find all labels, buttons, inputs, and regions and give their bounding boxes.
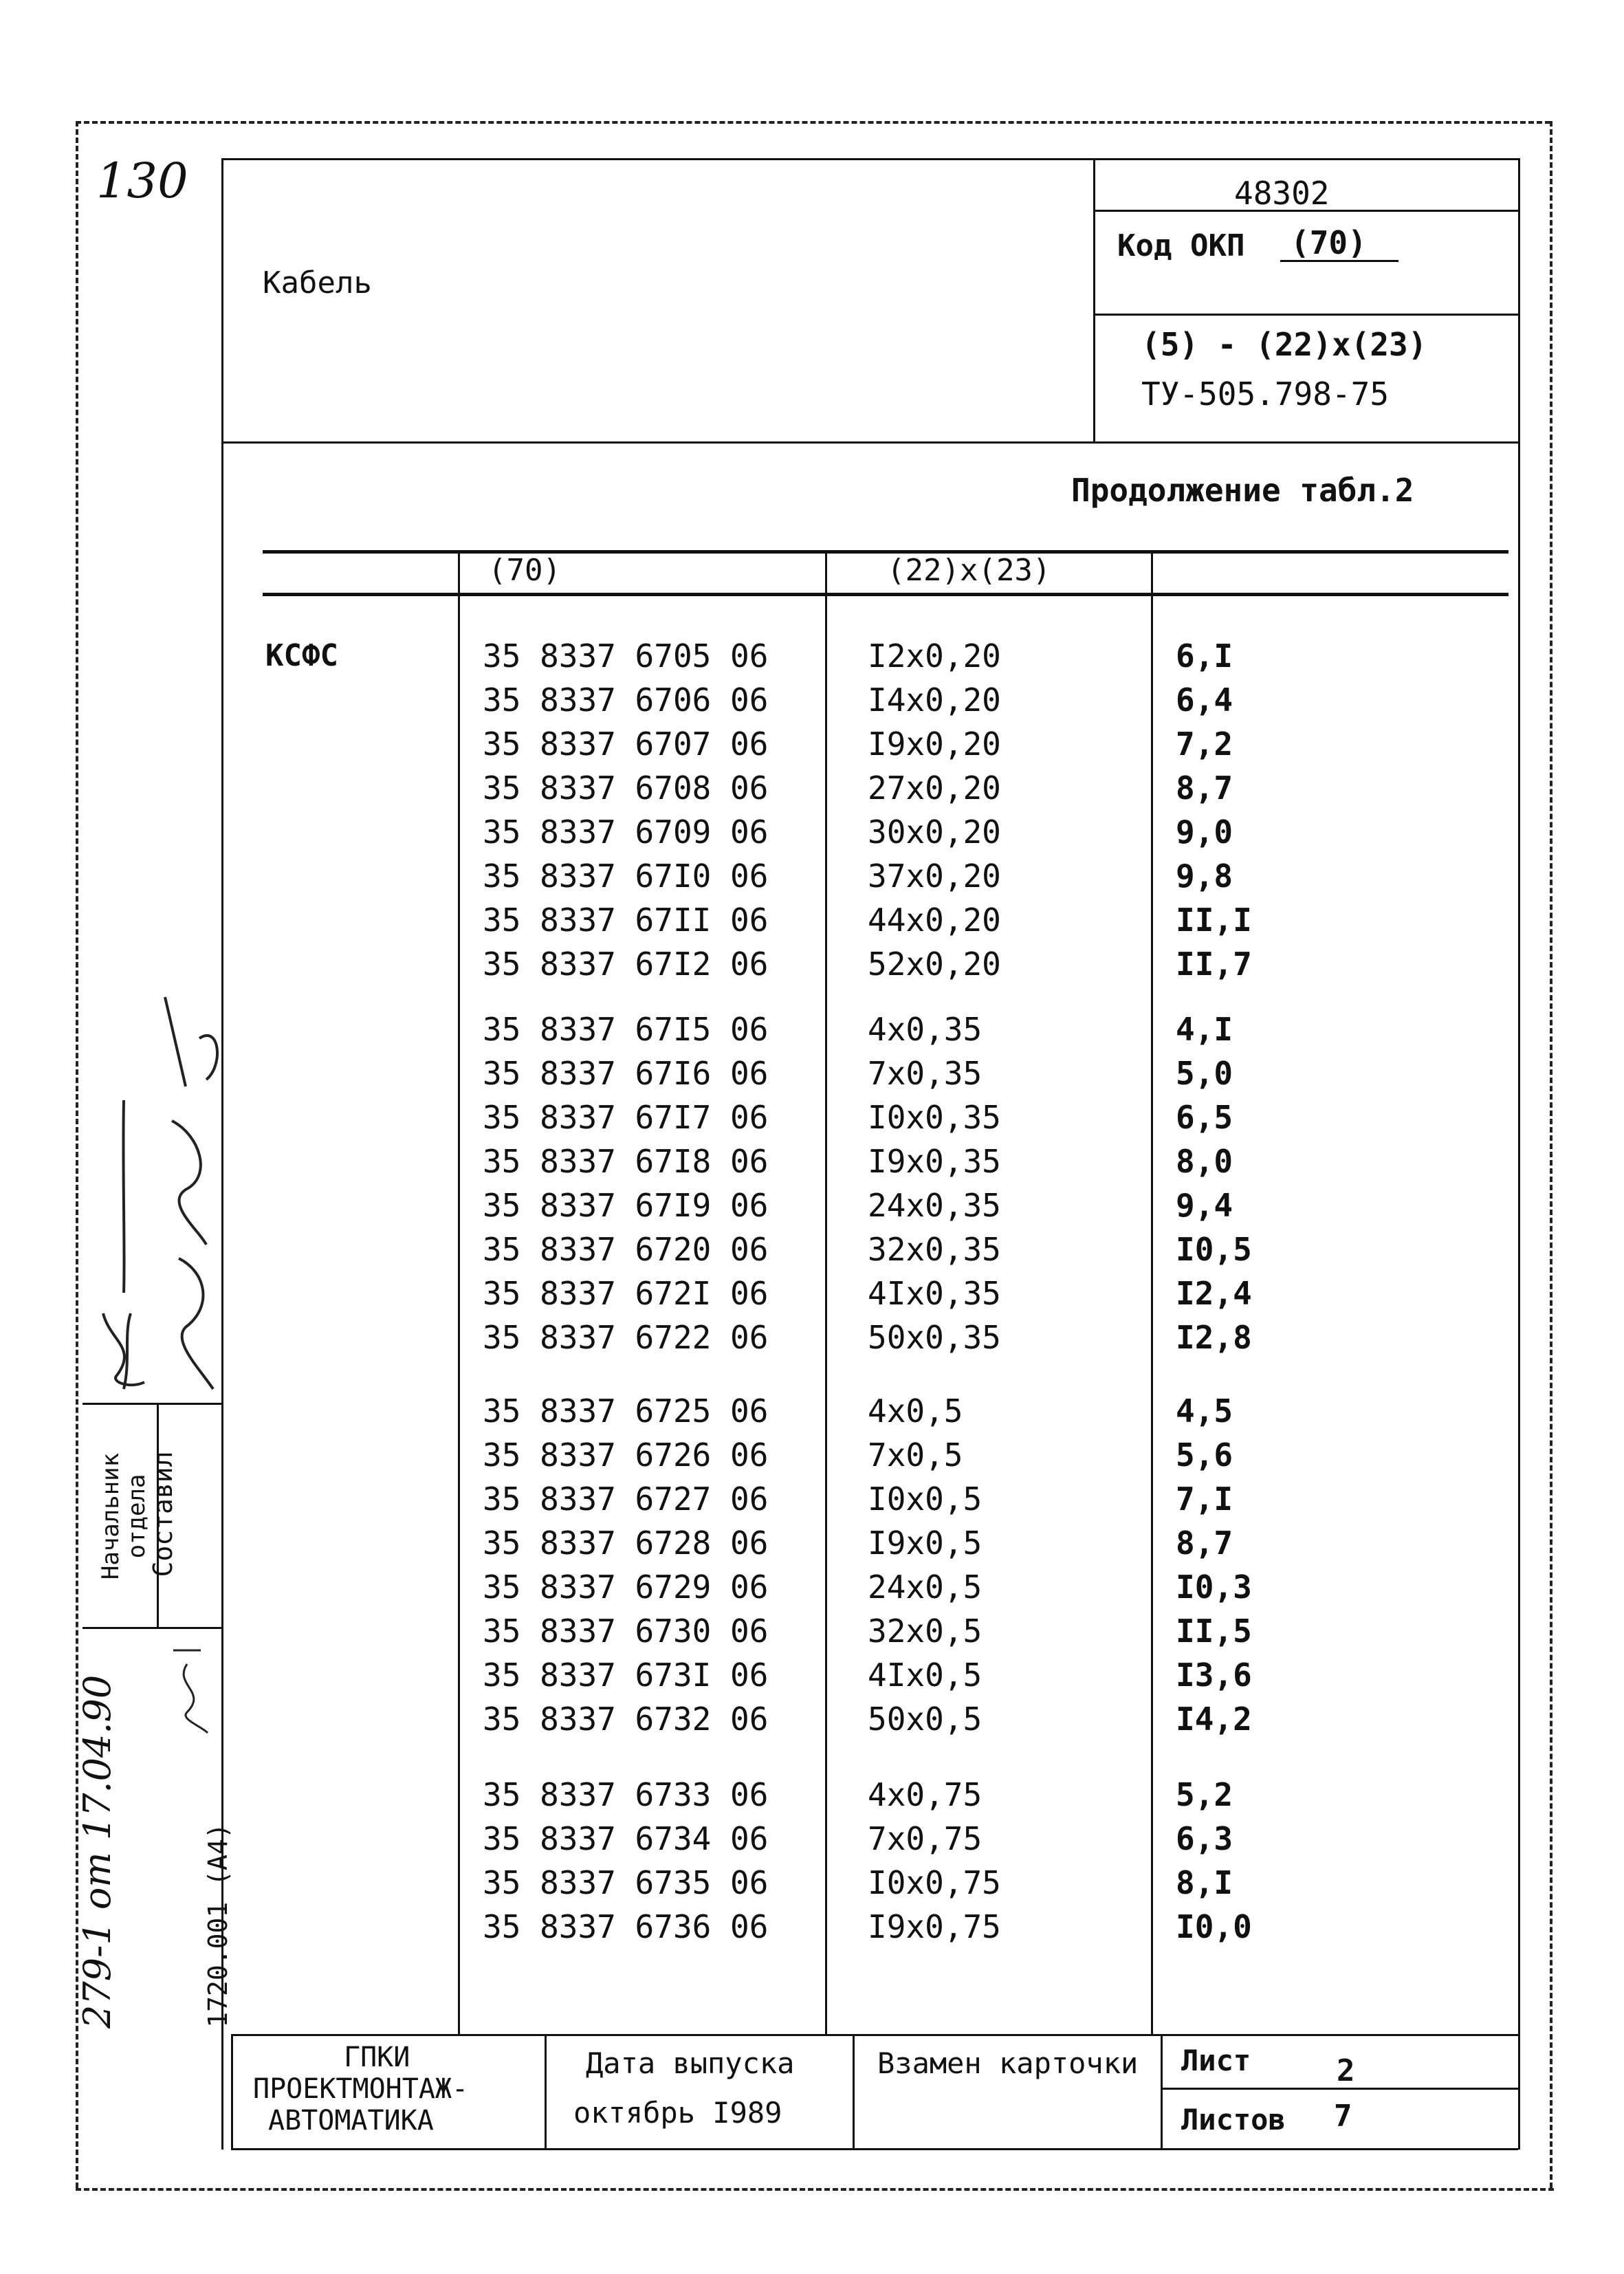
row-value: 6,I [1176,637,1233,675]
row-value: I4,2 [1176,1701,1252,1738]
code-number: 48302 [1234,175,1330,212]
side-stamp-bottom [83,1627,221,1629]
row-value: I2,4 [1176,1275,1252,1312]
row-code: 35 8337 67I5 06 [483,1011,769,1048]
row-code: 35 8337 67I2 06 [483,945,769,983]
table-header-top [263,550,1508,554]
row-value: I3,6 [1176,1657,1252,1694]
table-row [0,1773,1624,1817]
row-size: I2x0,20 [868,637,1001,675]
row-size: 27x0,20 [868,769,1001,807]
document-number: 1720.001 (А4) [203,1823,233,2028]
row-size: 24x0,5 [868,1568,983,1606]
row-value: I0,0 [1176,1908,1252,1945]
signature-head-icon [83,1086,158,1396]
table-row [0,1653,1624,1697]
row-code: 35 8337 67I9 06 [483,1187,769,1224]
row-value: I2,8 [1176,1319,1252,1356]
table-group-1 [0,634,1624,986]
footer-bottom [231,2148,1518,2150]
row-code: 35 8337 67I6 06 [483,1055,769,1092]
table-group-3 [0,1389,1624,1741]
table-row [0,1905,1624,1949]
table-row [0,1521,1624,1565]
row-size: I9x0,5 [868,1524,983,1562]
row-size: 50x0,35 [868,1319,1001,1356]
row-code: 35 8337 6736 06 [483,1908,769,1945]
row-value: 9,0 [1176,813,1233,851]
table-row [0,1227,1624,1271]
row-size: 37x0,20 [868,857,1001,895]
row-value: 7,2 [1176,725,1233,763]
table-row [0,1007,1624,1051]
row-size: I9x0,75 [868,1908,1001,1945]
row-code: 35 8337 6732 06 [483,1701,769,1738]
row-size: 7x0,75 [868,1820,983,1857]
table-row [0,1697,1624,1741]
row-value: 8,7 [1176,769,1233,807]
release-date-value: октябрь I989 [573,2096,782,2130]
table-row [0,1315,1624,1359]
column-header-code: (70) [488,553,561,588]
okp-underline [1280,260,1398,262]
row-code: 35 8337 6734 06 [483,1820,769,1857]
head-of-department-label: Начальник отдела [97,1452,151,1580]
row-code: 35 8337 6708 06 [483,769,769,807]
signature-author-icon [158,983,227,1396]
row-size: 4x0,75 [868,1776,983,1813]
page-number: 130 [96,153,188,209]
row-code: 35 8337 6735 06 [483,1864,769,1901]
row-code: 35 8337 6722 06 [483,1319,769,1356]
table-row [0,1477,1624,1521]
row-size: 7x0,5 [868,1436,963,1474]
side-stamp-top [83,1403,221,1405]
row-value: 9,8 [1176,857,1233,895]
row-size: 52x0,20 [868,945,1001,983]
table-row [0,1565,1624,1609]
table-header-bottom [263,593,1508,596]
row-size: 24x0,35 [868,1187,1001,1224]
handwritten-reference: 279-1 от 17.04.90 [76,1674,119,2029]
row-size: I0x0,5 [868,1480,983,1518]
row-size: 30x0,20 [868,813,1001,851]
row-code: 35 8337 67I0 06 [483,857,769,895]
row-value: 8,0 [1176,1143,1233,1180]
row-size: 7x0,35 [868,1055,983,1092]
table-row [0,1051,1624,1095]
footer-col-3 [1161,2034,1163,2150]
org-name-line-2: ПРОЕКТМОНТАЖ- [253,2073,469,2105]
row-value: 6,3 [1176,1820,1233,1857]
table-row [0,1389,1624,1433]
table-row [0,1609,1624,1653]
row-size: I4x0,20 [868,681,1001,719]
row-value: II,5 [1176,1612,1252,1650]
author-label: Составил [148,1451,178,1577]
table-row [0,898,1624,942]
table-row [0,1433,1624,1477]
row-size: I0x0,35 [868,1099,1001,1136]
row-value: II,I [1176,901,1252,939]
row-size: 32x0,35 [868,1231,1001,1268]
footer-col-2 [853,2034,855,2150]
row-code: 35 8337 6705 06 [483,637,769,675]
row-size: 32x0,5 [868,1612,983,1650]
table-row [0,1271,1624,1315]
row-size: 4Ix0,5 [868,1657,983,1694]
product-name: Кабель [263,265,372,300]
frame-bottom [76,2188,1554,2191]
row-code: 35 8337 672I 06 [483,1275,769,1312]
row-size: 4x0,35 [868,1011,983,1048]
footer-left [231,2034,233,2150]
row-code: 35 8337 6707 06 [483,725,769,763]
row-size: 4x0,5 [868,1392,963,1430]
row-code: 35 8337 6726 06 [483,1436,769,1474]
row-code: 35 8337 6706 06 [483,681,769,719]
row-size: 44x0,20 [868,901,1001,939]
table-row [0,722,1624,766]
table-row [0,942,1624,986]
table-row [0,1095,1624,1139]
row-value: 8,7 [1176,1524,1233,1562]
row-code: 35 8337 67I8 06 [483,1143,769,1180]
row-value: 9,4 [1176,1187,1233,1224]
okp-divider [1093,314,1518,316]
row-size: I0x0,75 [868,1864,1001,1901]
row-value: 8,I [1176,1864,1233,1901]
org-name-line-3: АВТОМАТИКА [268,2105,434,2136]
cable-brand: КСФС [265,638,338,673]
row-value: 4,5 [1176,1392,1233,1430]
table-group-2 [0,1007,1624,1359]
footer-col-1 [545,2034,547,2150]
footer-top [231,2034,1518,2036]
table-row [0,678,1624,722]
row-value: I0,3 [1176,1568,1252,1606]
sheet-label: Лист [1181,2044,1251,2077]
frame-top [76,121,1550,124]
table-row [0,1139,1624,1183]
row-size: 4Ix0,35 [868,1275,1001,1312]
row-value: 6,4 [1176,681,1233,719]
row-code: 35 8337 6729 06 [483,1568,769,1606]
title-block-divider [1093,158,1095,441]
table-row [0,1183,1624,1227]
row-value: 5,2 [1176,1776,1233,1813]
row-code: 35 8337 6733 06 [483,1776,769,1813]
table-group-4 [0,1773,1624,1949]
row-value: 5,6 [1176,1436,1233,1474]
row-code: 35 8337 6730 06 [483,1612,769,1650]
row-code: 35 8337 67I7 06 [483,1099,769,1136]
table-row [0,810,1624,854]
table-row [0,634,1624,678]
row-code: 35 8337 6728 06 [483,1524,769,1562]
row-size: I9x0,20 [868,725,1001,763]
row-code: 35 8337 6725 06 [483,1392,769,1430]
title-block-top [221,158,1519,160]
row-code: 35 8337 67II 06 [483,901,769,939]
column-header-size: (22)x(23) [887,553,1051,588]
sheet-value: 2 [1337,2053,1355,2088]
row-value: II,7 [1176,945,1252,983]
formula: (5) - (22)x(23) [1141,326,1427,363]
sheets-total-value: 7 [1334,2099,1352,2134]
row-value: 4,I [1176,1011,1233,1048]
title-block-bottom [221,441,1519,444]
release-date-label: Дата выпуска [586,2046,795,2080]
row-value: I0,5 [1176,1231,1252,1268]
continuation-label: Продолжение табл.2 [1071,472,1414,509]
sheets-total-label: Листов [1181,2103,1286,2136]
row-size: I9x0,35 [868,1143,1001,1180]
row-size: 50x0,5 [868,1701,983,1738]
spec-number: ТУ-505.798-75 [1141,375,1390,413]
okp-label: Код ОКП [1117,228,1245,263]
replaces-card-label: Взамен карточки [877,2046,1139,2080]
row-code: 35 8337 673I 06 [483,1657,769,1694]
row-code: 35 8337 6727 06 [483,1480,769,1518]
row-value: 7,I [1176,1480,1233,1518]
signature-small-icon [160,1643,221,1740]
org-name-line-1: ГПКИ [344,2042,410,2073]
row-code: 35 8337 6720 06 [483,1231,769,1268]
table-row [0,1861,1624,1905]
table-row [0,854,1624,898]
table-row [0,766,1624,810]
okp-value: (70) [1291,224,1367,261]
table-row [0,1817,1624,1861]
row-value: 5,0 [1176,1055,1233,1092]
row-value: 6,5 [1176,1099,1233,1136]
row-code: 35 8337 6709 06 [483,813,769,851]
